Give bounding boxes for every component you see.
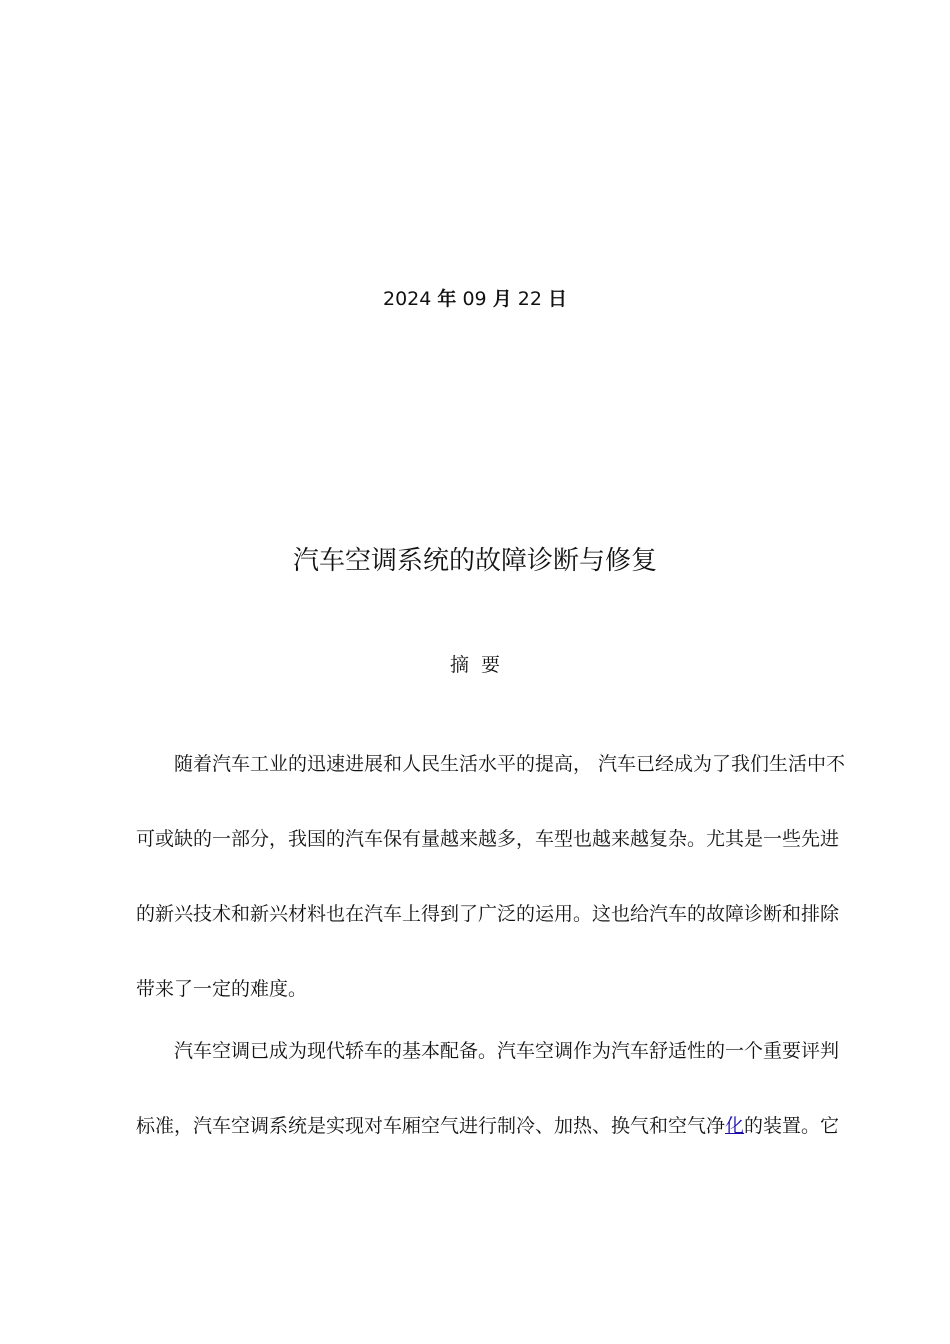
date-month: 09 <box>462 288 487 310</box>
date-day-unit: 日 <box>547 288 567 310</box>
date-day: 22 <box>517 288 542 310</box>
paragraph-1-line-4: 带来了一定的难度。 <box>136 978 308 1000</box>
paragraph-1-line-1: 随着汽车工业的迅速进展和人民生活水平的提高， 汽车已经成为了我们生活中不 <box>174 753 846 775</box>
paragraph-1-line-3: 的新兴技术和新兴材料也在汽车上得到了广泛的运用。这也给汽车的故障诊断和排除 <box>136 903 840 925</box>
paragraph-2-line-2-tail: 的装置。它 <box>744 1115 840 1137</box>
document-title: 汽车空调系统的故障诊断与修复 <box>292 546 657 576</box>
abstract-paragraph-2 <box>136 1037 850 1187</box>
paragraph-2-line-2 <box>136 1112 850 1187</box>
date-line <box>0 286 950 312</box>
abstract-paragraph-1 <box>136 750 850 1050</box>
inline-link[interactable]: 化 <box>725 1115 745 1137</box>
date-month-unit: 月 <box>492 288 512 310</box>
date-year: 2024 <box>382 288 432 310</box>
paragraph-2-line-1: 汽车空调已成为现代轿车的基本配备。汽车空调作为汽车舒适性的一个重要评判 <box>174 1040 840 1062</box>
abstract-heading: 摘 要 <box>449 654 501 676</box>
date-year-unit: 年 <box>437 288 457 310</box>
paragraph-1-line-2: 可或缺的一部分，我国的汽车保有量越来越多，车型也越来越复杂。尤其是一些先进 <box>136 828 840 850</box>
paragraph-2-line-2-text: 标准，汽车空调系统是实现对车厢空气进行制冷、加热、换气和空气净 <box>136 1115 726 1137</box>
